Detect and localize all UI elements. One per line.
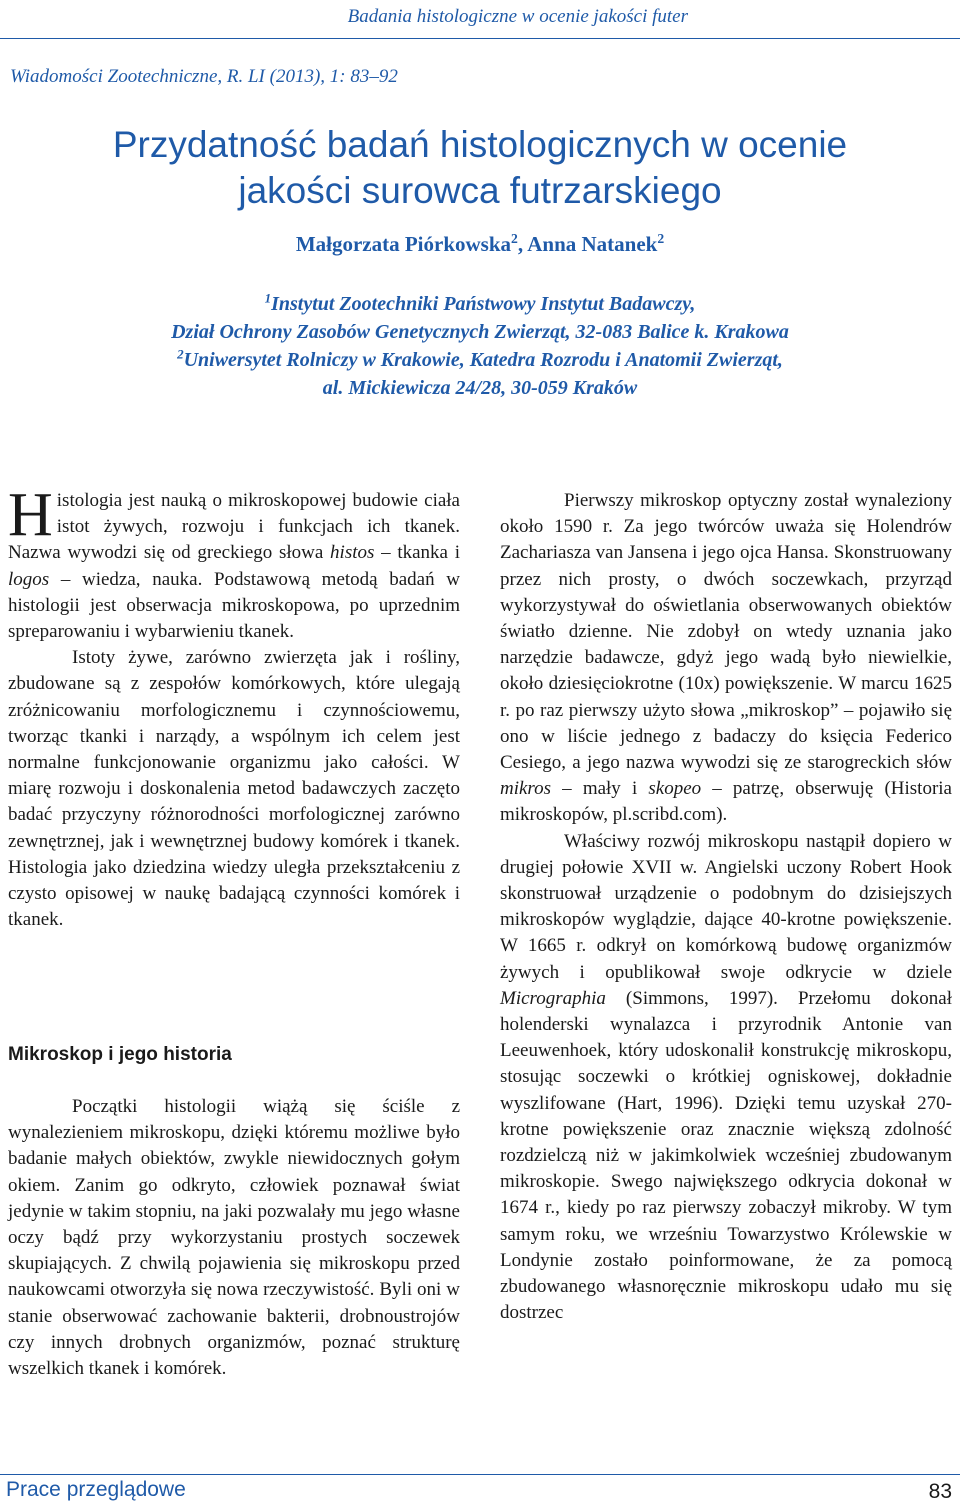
article-title-line-2: jakości surowca futrzarskiego: [238, 170, 722, 211]
author-affiliation-mark: 2: [511, 231, 518, 246]
body-text: Pierwszy mikroskop optyczny został wynaleziony około 1590 r. Za jego twórców uważa się Holendrów Zachariasza van Jansena i jego ojca Hansa. Skonstruowany przez nich prosty, o dwóch soczewkach, przyrząd wykorzystywał do oświetlania obserwowanych obiektów światło dzienne. Nie zdobył on wtedy uznania jako narzędzie badawcze, gdyż jego wadą było niewielkie, około dziesięciokrotne (10x) powiększenie. W marcu 1625 r. po raz pierwszy użyto słowa „mikroskop” – pojawiło się ono w liście jednego z badaczy do księcia Federico Cesiego, a jego nazwa wywodzi się ze starogreckich słów: [500, 490, 952, 774]
affiliations: [0, 290, 960, 402]
author-separator: ,: [517, 232, 528, 256]
journal-citation: Wiadomości Zootechniczne, R. LI (2013), 1: 83–92: [10, 66, 398, 87]
body-paragraph: [500, 488, 952, 829]
affiliation-2: [0, 346, 960, 374]
left-column-section: [8, 1094, 460, 1382]
affiliation-1-cont: Dział Ochrony Zasobów Genetycznych Zwierząt, 32-083 Balice k. Krakowa: [171, 321, 789, 343]
author-name: Małgorzata Piórkowska: [295, 232, 512, 256]
right-column: [500, 488, 952, 1327]
term-italic: skopeo: [648, 778, 702, 800]
page-number: 83: [928, 1480, 952, 1503]
term-italic: mikros: [500, 778, 552, 800]
author-list: [0, 232, 960, 257]
intro-paragraph: [8, 481, 460, 645]
author-name: Anna Natanek: [527, 232, 658, 256]
affiliation-text: Uniwersytet Rolniczy w Krakowie, Katedra Rozrodu i Anatomii Zwierząt,: [183, 349, 783, 371]
header-rule: [0, 38, 960, 39]
left-column-intro: [8, 481, 460, 933]
affiliation-mark: 1: [264, 290, 272, 306]
term-italic: Micrographia: [500, 987, 606, 1009]
section-heading: Mikroskop i jego historia: [8, 1044, 232, 1065]
article-title: [0, 122, 960, 214]
body-text: – patrzę, obserwuję (Historia mikroskopów, pl.scribd.com).: [500, 778, 952, 826]
running-title: Badania histologiczne w ocenie jakości futer: [347, 6, 688, 27]
term-italic: histos: [330, 542, 375, 564]
body-paragraph: Istoty żywe, zarówno zwierzęta jak i rośliny, zbudowane są z zespołów komórkowych, które ulegają zróżnicowaniu morfologicznemu i czynnościowemu, tworząc tkanki i narządy, a wspólnym ich celem jest normalne funkcjonowanie organizmu jako całości. W miarę rozwoju i doskonalenia metod badawczych zaczęto badać przyczyny różnorodności morfologicznej zarówno zewnętrznej, jak i wewnętrznej budowy komórek i tkanek. Histologia jako dziedzina wiedzy uległa przekształceniu z czysto opisowej w naukę badającą czynności komórek i tkanek.: [8, 647, 460, 931]
drop-cap: H: [8, 481, 53, 549]
section-label: Prace przeglądowe: [6, 1478, 186, 1501]
body-text: – tkanka i: [374, 542, 460, 564]
body-text: istologia jest nauką o mikroskopowej budowie ciała istot żywych, rozwoju i funkcjach ich tkanek. Nazwa wywodzi się od greckiego słowa: [8, 490, 460, 564]
affiliation-1: [0, 290, 960, 318]
term-italic: logos: [8, 568, 50, 590]
affiliation-mark: 2: [177, 346, 184, 362]
body-text: (Simmons, 1997). Przełomu dokonał holenderski wynalazca i przyrodnik Antonie van Leeuwenhoek, który udoskonalił konstrukcję mikroskopu, stosując soczewki o krótkiej ogniskowej, dokładnie wyszlifowane (Hart, 1996). Dzięki temu uzyskał 270-krotne powiększenie oraz znacznie większą zdolność rozdzielczą niż w jakimkolwiek wcześniej zbudowanym mikroskopie. Swego największego odkrycia dokonał w 1674 r., kiedy po raz pierwszy zobaczył mikroby. W tym samym roku, we wrześniu Towarzystwo Królewskie w Londynie zostało poinformowane, że za pomocą zbudowanego własnoręcznie mikroskopu udało mu się dostrzec: [500, 987, 952, 1324]
affiliation-2-cont: al. Mickiewicza 24/28, 30-059 Kraków: [322, 377, 638, 399]
body-text: Właściwy rozwój mikroskopu nastąpił dopiero w drugiej połowie XVII w. Angielski uczony Robert Hook skonstruował urządzenie o podobnym do dzisiejszych mikroskopów wyglądzie, dające 40-krotne powiększenie. W 1665 r. odkrył on komórkową budowę organizmów żywych i opublikował swoje odkrycie w dziele: [500, 830, 952, 983]
affiliation-text: Instytut Zootechniki Państwowy Instytut Badawczy,: [271, 293, 696, 315]
body-text: – mały i: [551, 778, 649, 800]
article-title-line-1: Przydatność badań histologicznych w ocenie: [112, 124, 848, 165]
body-paragraph: [500, 829, 952, 1327]
body-text: – wiedza, nauka. Podstawową metodą badań w histologii jest obserwacja mikroskopowa, po uprzednim spreparowaniu i wybarwieniu tkanek.: [8, 568, 460, 643]
author-affiliation-mark: 2: [657, 231, 665, 246]
footer-rule: [0, 1474, 960, 1475]
body-paragraph: Początki histologii wiążą się ściśle z wynalezieniem mikroskopu, dzięki któremu możliwe było badanie małych obiektów, zwykle niewidocznych gołym okiem. Zanim go odkryto, człowiek poznawał świat jedynie w takim stopniu, na jaki pozwalały mu jego własne oczy bądź przy wykorzystaniu prostych soczewek skupiających. Z chwilą pojawienia się mikroskopu przed naukowcami otworzyła się nowa rzeczywistość. Byli oni w stanie obserwować zachowanie bakterii, drobnoustrojów czy innych drobnych organizmów, poznać strukturę wszelkich tkanek i komórek.: [8, 1096, 460, 1380]
